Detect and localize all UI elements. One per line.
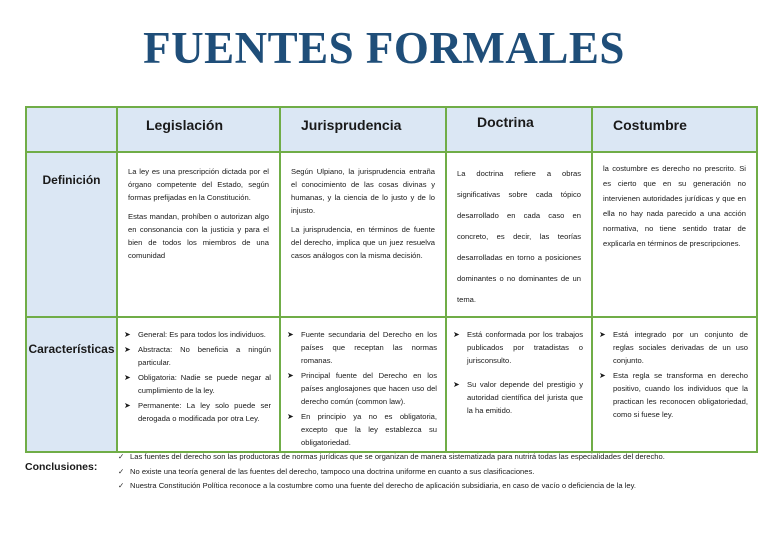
paragraph: Según Ulpiano, la jurisprudencia entraña el conocimiento de las cosas divinas y humanas, y la ciencia de lo justo y de lo injusto. [291,167,435,215]
paragraph: La ley es una prescripción dictada por el órgano competente del Estado, según formas prefijadas en la Constitución. [128,167,269,202]
list-item: ➤ Está conformada por los trabajos publicados por tratadistas o jurisconsulto. [453,330,583,365]
cell-caracteristicas-doctrina [446,317,592,452]
paragraph: Estas mandan, prohíben o autorizan algo en consonancia con la justicia y para el bien de todos los miembros de una comunidad [128,212,269,260]
arrow-bullet-icon: ➤ [124,373,131,382]
definition-row [26,152,757,317]
list-item: ➤ En principio ya no es obligatoria, excepto que la ley establezca su obligatoriedad. [287,412,437,447]
page-title: FUENTES FORMALES [143,23,625,73]
column-header-doctrina: Doctrina [446,107,592,152]
row-header-definicion: Definición [26,152,117,317]
arrow-bullet-icon: ➤ [599,371,606,380]
paragraph: La jurisprudencia, en términos de fuente del derecho, implica que un juez resuelva casos análogos con la misma decisión. [291,225,435,260]
arrow-bullet-icon: ➤ [287,371,294,380]
cell-caracteristicas-costumbre [592,317,757,452]
arrow-bullet-icon: ➤ [453,330,460,339]
list-item: ➤ Principal fuente del Derecho en los países anglosajones que hacen uso del derecho común (common law). [287,371,437,406]
arrow-bullet-icon: ➤ [453,380,460,389]
list-item: ➤ Abstracta: No beneficia a ningún particular. [124,345,271,367]
check-icon: ✓ [118,452,125,461]
characteristics-row [26,317,757,452]
cell-caracteristicas-legislacion [117,317,280,452]
check-icon: ✓ [118,481,125,490]
column-header-legislacion: Legislación [117,107,280,152]
arrow-bullet-icon: ➤ [124,330,131,339]
arrow-bullet-icon: ➤ [124,345,131,354]
cell-caracteristicas-jurisprudencia [280,317,446,452]
conclusion-item: ✓ Las fuentes del derecho son las productoras de normas jurídicas que se organizan de manera sistematizada para nutrirá todas las especialidades del derecho. [118,450,665,465]
check-icon: ✓ [118,466,125,476]
list-item: ➤ Está integrado por un conjunto de reglas sociales derivadas de un uso conjunto. [599,330,748,365]
arrow-bullet-icon: ➤ [599,330,606,339]
conclusions-list [118,450,665,494]
list-item: ➤ Su valor depende del prestigio y autoridad científica del jurista que la ha emitido. [453,380,583,415]
paragraph: La doctrina refiere a obras significativas sobre cada tópico desarrollado en cada caso en concreto, es decir, las teorías desarrolladas en torno a posiciones dominantes o no dominantes de un tema. [457,169,581,304]
conclusion-item: ✓ No existe una teoría general de las fuentes del derecho, tampoco una doctrina uniforme en cuanto a sus clasificaciones. [118,465,665,480]
paragraph: la costumbre es derecho no prescrito. Si es cierto que en su generación no intervienen autoridades jurídicas y que en ella no hay nada parecido a una acción normativa, no tiene sentido tratar de explicarla en términos de prescripciones. [603,164,746,248]
column-header-costumbre: Costumbre [592,107,757,152]
list-item: ➤ General: Es para todos los individuos. [124,330,266,339]
list-item: ➤ Obligatoria: Nadie se puede negar al cumplimiento de la ley. [124,373,271,395]
arrow-bullet-icon: ➤ [287,412,294,421]
header-row [26,107,757,152]
row-header-caracteristicas: Características [26,317,117,452]
list-item: ➤ Permanente: La ley solo puede ser derogada o modificada por otra Ley. [124,401,271,423]
cell-definicion-doctrina [446,152,592,317]
arrow-bullet-icon: ➤ [124,401,131,410]
conclusion-item: ✓ Nuestra Constitución Política reconoce a la costumbre como una fuente del derecho de aplicación subsidiaria, en caso de vacío o deficiencia de la ley. [118,479,665,494]
corner-cell [26,107,117,152]
cell-definicion-legislacion [117,152,280,317]
comparison-table [25,106,758,453]
list-item: ➤ Esta regla se transforma en derecho positivo, cuando los individuos que la practican les reconocen obligatoriedad, como si fuese ley. [599,371,748,419]
list-item: ➤ Fuente secundaria del Derecho en los países que receptan las normas romanas. [287,330,437,365]
column-header-jurisprudencia: Jurisprudencia [280,107,446,152]
arrow-bullet-icon: ➤ [287,330,294,339]
cell-definicion-costumbre [592,152,757,317]
conclusions-label: Conclusiones: [25,461,98,473]
cell-definicion-jurisprudencia [280,152,446,317]
